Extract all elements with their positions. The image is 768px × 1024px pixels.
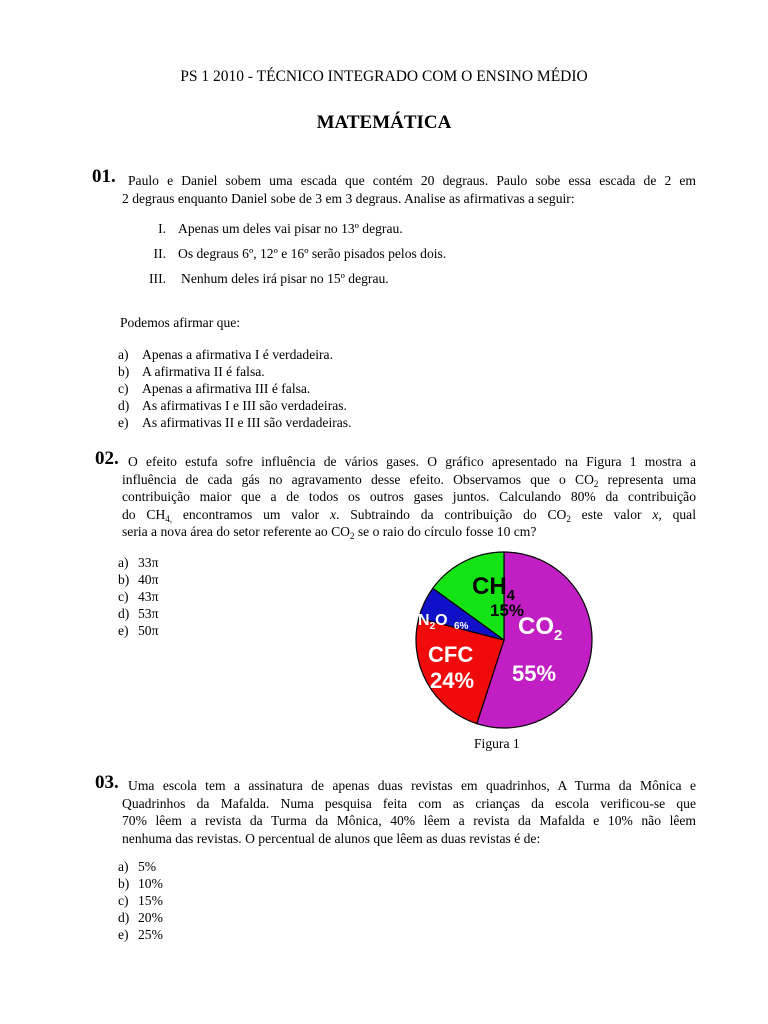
question-1-options [118, 346, 351, 431]
ch4-text: CH [472, 573, 507, 600]
question-1-line-2: 2 degraus enquanto Daniel sobe de 3 em 3 degraus. Analise as afirmativas a seguir: [122, 190, 575, 206]
question-2-line-3: contribuição maior que a de todos os outros gases juntos. Calculando 80% da contribuição [122, 489, 696, 505]
question-1-line-1: Paulo e Daniel sobem uma escada que contém 20 degraus. Paulo sobe essa escada de 2 em [128, 173, 696, 188]
question-3-line-2: Quadrinhos da Mafalda. Numa pesquisa feita com as crianças da escola verificou-se que [122, 795, 696, 811]
question-2-line-5: seria a nova área do setor referente ao $CO_2$ se o raio do círculo fosse 10 cm? [122, 524, 537, 542]
option-a[interactable]: a) 33π [118, 555, 159, 570]
slice-value-co2: 55% [512, 661, 557, 686]
option-b[interactable]: b) A afirmativa II é falsa. [118, 364, 265, 379]
question-2-options [118, 554, 158, 639]
figure-caption: Figura 1 [474, 736, 520, 751]
exam-header: PS 1 2010 - TÉCNICO INTEGRADO COM O ENSINO MÉDIO [180, 68, 588, 85]
slice-value-ch4: 15% [490, 601, 525, 620]
option-d[interactable]: d) 53π [118, 606, 159, 621]
question-2-line-1: O efeito estufa sofre influência de vários gases. O gráfico apresentado na Figura 1 mostra a [128, 454, 696, 469]
option-a[interactable]: a) Apenas a afirmativa I é verdadeira. [118, 347, 333, 362]
statement-2-text: Os degraus 6º, 12º e 16º serão pisados pelos dois. [178, 246, 447, 261]
statement-1-text: Apenas um deles vai pisar no 13º degrau. [178, 221, 403, 236]
option-e[interactable]: e) 25% [118, 927, 163, 942]
option-d[interactable]: d) As afirmativas I e III são verdadeiras. [118, 398, 347, 413]
option-e[interactable]: e) As afirmativas II e III são verdadeiras. [118, 415, 352, 430]
question-1-number: 01. [92, 166, 116, 187]
greenhouse-gas-pie-chart [414, 550, 594, 730]
slice-label-cfc: CFC [428, 642, 474, 667]
slice-value-n2o: 6% [454, 621, 469, 632]
question-3-line-3: 70% lêem a revista da Turma da Mônica, 40% lêem a revista da Mafalda e 10% não lêem [122, 813, 696, 829]
option-b[interactable]: b) 40π [118, 572, 159, 587]
option-c[interactable]: c) 15% [118, 893, 163, 908]
question-3-text [122, 777, 696, 847]
question-3-line-1: Uma escola tem a assinatura de apenas duas revistas em quadrinhos, A Turma da Mônica e [128, 778, 696, 793]
option-c[interactable]: c) 43π [118, 589, 159, 604]
option-e[interactable]: e) 50π [118, 623, 159, 638]
question-3-number: 03. [95, 772, 119, 793]
option-b[interactable]: b) 10% [118, 876, 163, 891]
question-2-number: 02. [95, 448, 119, 469]
subject-title: MATEMÁTICA [316, 112, 452, 133]
question-2-line-2: influência de cada gás no agravamento desse efeito. Observamos que o $CO_2$ representa uma [122, 471, 696, 489]
question-3-line-4: nenhuma das revistas. O percentual de alunos que lêem as duas revistas é de: [122, 830, 541, 846]
option-d[interactable]: d) 20% [118, 910, 163, 925]
slice-label-n2o: $N_2O$ [418, 612, 448, 632]
slice-value-cfc: 24% [430, 668, 475, 693]
question-2-line-4: do $CH_{4,}$ encontramos um valor x. Subtraindo da contribuição do $CO_2$ este valor x, qual [122, 506, 696, 524]
option-c[interactable]: c) Apenas a afirmativa III é falsa. [118, 381, 311, 396]
question-1-prompt: Podemos afirmar que: [120, 315, 241, 330]
slice-label-ch4: $CH_4$ [472, 573, 516, 604]
option-a[interactable]: a) 5% [118, 859, 157, 874]
statement-3-text: Nenhum deles irá pisar no 15º degrau. [181, 271, 389, 286]
question-2-text [122, 453, 696, 541]
question-3-options [118, 858, 163, 943]
slice-label-co2: $CO_2$ [518, 613, 563, 644]
question-1-text [122, 172, 696, 207]
